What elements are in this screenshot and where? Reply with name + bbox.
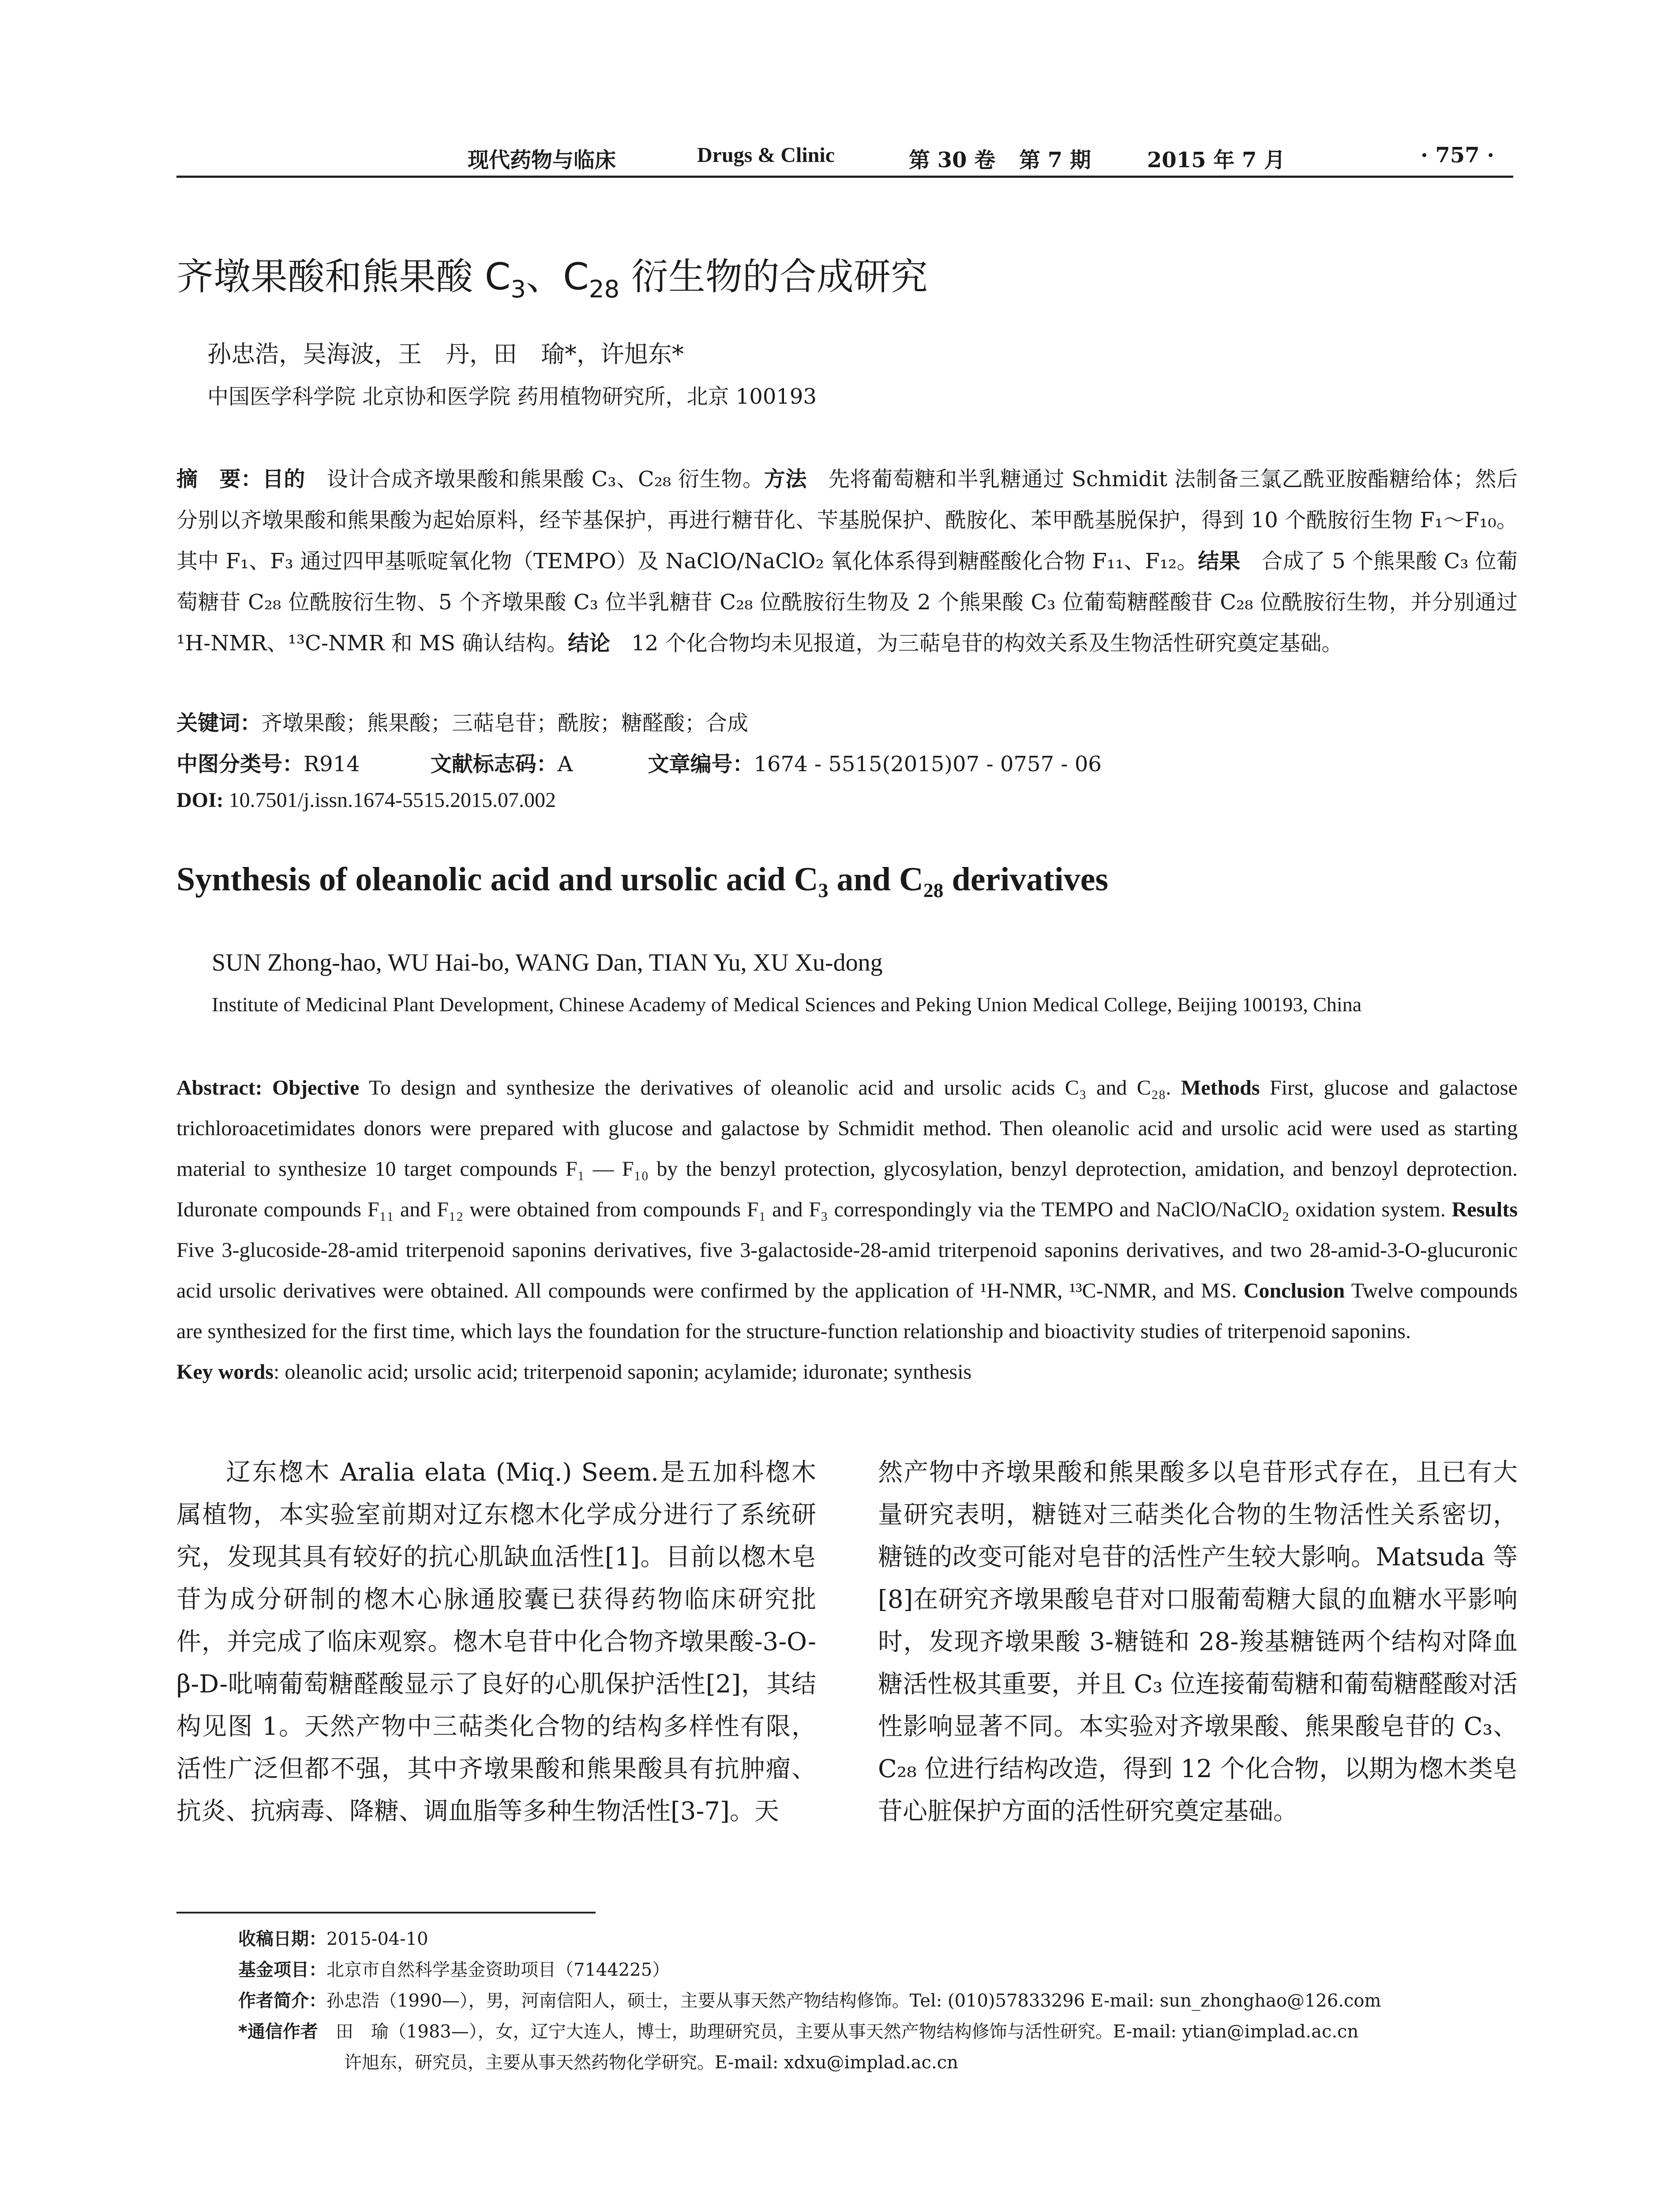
authors-cn: 孙忠浩，吴海波，王 丹，田 瑜*，许旭东*	[207, 340, 684, 368]
abstract-en: Abstract: Objective To design and synthesize the derivatives of oleanolic acid and ursolic acids C₃ and C₂₈. Methods First, glucose and galactose trichloroacetimidates donors were prepared with glucose and galactose by Schmidit method. Then oleanolic acid and ursolic acid were used as starting material to synthesize 10 target compounds F₁ — F₁₀ by the benzyl protection, glycosylation, benzyl deprotection, amidation, and benzoyl deprotection. Iduronate compounds F₁₁ and F₁₂ were obtained from compounds F₁ and F₃ correspondingly via the TEMPO and NaClO/NaClO₂ oxidation system. Results Five 3-glucoside-28-amid triterpenoid saponins derivatives, five 3-galactoside-28-amid triterpenoid saponins derivatives, and two 28-amid-3-O-glucuronic acid ursolic derivatives were obtained. All compounds were confirmed by the application of ¹H-NMR, ¹³C-NMR, and MS. Conclusion Twelve compounds are synthesized for the first time, which lays the foundation for the structure-function relationship and bioactivity studies of triterpenoid saponins. Key words: oleanolic acid; ursolic acid; triterpenoid saponin; acylamide; iduronate; synthesis	[176, 1076, 1518, 1384]
keywords-cn: 关键词：齐墩果酸；熊果酸；三萜皂苷；酰胺；糖醛酸；合成	[176, 711, 749, 735]
doi-line: DOI: 10.7501/j.issn.1674-5515.2015.07.002	[176, 788, 556, 812]
title-cn: 齐墩果酸和熊果酸 $C_3$、$C_{28}$ 衍生物的合成研究	[176, 255, 928, 303]
footnote-rule	[176, 1912, 596, 1913]
conclusion-text: 12 个化合物均未见报道，为三萜皂苷的构效关系及生物活性研究奠定基础。	[610, 631, 1343, 656]
journal-name-cn: 现代药物与临床	[468, 148, 616, 173]
running-header	[176, 140, 1513, 178]
issue-date: 2015 年 7 月	[1147, 148, 1286, 173]
journal-name-en: Drugs & Clinic	[697, 143, 835, 167]
methods-label: 方法	[764, 467, 807, 491]
affiliation-cn: 中国医学科学院 北京协和医学院 药用植物研究所，北京 100193	[207, 384, 817, 409]
footnotes	[238, 1924, 1518, 2078]
conclusion-label: 结论	[568, 631, 611, 656]
doi-value: 10.7501/j.issn.1674-5515.2015.07.002	[229, 788, 556, 812]
objective-text: 设计合成齐墩果酸和熊果酸 C₃、C₂₈ 衍生物。	[305, 467, 764, 491]
results-label: 结果	[1198, 549, 1241, 574]
affiliation-en: Institute of Medicinal Plant Development, Chinese Academy of Medical Sciences and Peking Union Medical College, Beijing 100193, China	[212, 993, 1362, 1016]
keywords-en: Key words: oleanolic acid; ursolic acid; triterpenoid saponin; acylamide; iduronate; synthesis	[176, 1360, 972, 1384]
footnote-funding: 基金项目：北京市自然科学基金资助项目（7144225）	[238, 1960, 670, 1980]
body-column-right: 然产物中齐墩果酸和熊果酸多以皂苷形式存在，且已有大量研究表明，糖链对三萜类化合物的生物活性关系密切，糖链的改变可能对皂苷的活性产生较大影响。Matsuda 等[8]在研究齐墩果酸皂苷对口服葡萄糖大鼠的血糖水平影响时，发现齐墩果酸 3-糖链和 28-羧基糖链两个结构对降血糖活性极其重要，并且 C₃ 位连接葡萄糖和葡萄糖醛酸对活性影响显著不同。本实验对齐墩果酸、熊果酸皂苷的 C₃、C₂₈ 位进行结构改造，得到 12 个化合物，以期为楤木类皂苷心脏保护方面的活性研究奠定基础。	[878, 1458, 1518, 1826]
title-en: Synthesis of oleanolic acid and ursolic acid C₃ and C₂₈ derivatives	[176, 861, 1109, 898]
footnote-corresponding-2: 许旭东，研究员，主要从事天然药物化学研究。E-mail: xdxu@implad.ac.cn	[344, 2052, 958, 2073]
methods-text: 先将葡萄糖和半乳糖通过 Schmidit 法制备三氯乙酰亚胺酯糖给体；然后分别以齐墩果酸和熊果酸为起始原料，经苄基保护，再进行糖苷化、苄基脱保护、酰胺化、苯甲酰基脱保护，得到 10 个酰胺衍生物 F₁～F₁₀。其中 F₁、F₃ 通过四甲基哌啶氧化物（TEMPO）及 NaClO/NaClO₂ 氧化体系得到糖醛酸化合物 F₁₁、F₁₂。	[176, 467, 1518, 574]
results-text: 合成了 5 个熊果酸 C₃ 位葡萄糖苷 C₂₈ 位酰胺衍生物、5 个齐墩果酸 C₃ 位半乳糖苷 C₂₈ 位酰胺衍生物及 2 个熊果酸 C₃ 位葡萄糖醛酸苷 C₂₈ 位酰胺衍生物，并分别通过 ¹H-NMR、¹³C-NMR 和 MS 确认结构。	[176, 549, 1518, 656]
body-column-left: 辽东楤木 Aralia elata (Miq.) Seem.是五加科楤木属植物，本实验室前期对辽东楤木化学成分进行了系统研究，发现其具有较好的抗心肌缺血活性[1]。目前以楤木皂苷为成分研制的楤木心脉通胶囊已获得药物临床研究批件，并完成了临床观察。楤木皂苷中化合物齐墩果酸-3-O-β-D-吡喃葡萄糖醛酸显示了良好的心肌保护活性[2]，其结构见图 1。天然产物中三萜类化合物的结构多样性有限，活性广泛但都不强，其中齐墩果酸和熊果酸具有抗肿瘤、抗炎、抗病毒、降糖、调血脂等多种生物活性[3-7]。天	[176, 1458, 816, 1826]
abstract-label: 摘 要：	[176, 467, 262, 491]
abstract-cn	[176, 459, 1518, 664]
authors-en: SUN Zhong-hao, WU Hai-bo, WANG Dan, TIAN Yu, XU Xu-dong	[212, 949, 883, 976]
volume: 第 30 卷	[909, 148, 996, 173]
classification-line: 中图分类号：R914 文献标志码：A 文章编号：1674 - 5515(2015)07 - 0757 - 06	[176, 752, 1102, 777]
objective-label: 目的	[262, 467, 306, 491]
footnote-corresponding: *通信作者 田 瑜（1983—），女，辽宁大连人，博士，助理研究员，主要从事天然产物结构修饰与活性研究。E-mail: ytian@implad.ac.cn	[238, 2022, 1359, 2042]
footnote-author-bio: 作者简介：孙忠浩（1990—），男，河南信阳人，硕士，主要从事天然产物结构修饰。Tel: (010)57833296 E-mail: sun_zhonghao@126.com	[238, 1991, 1381, 2011]
footnote-received: 收稿日期：2015-04-10	[238, 1929, 428, 1949]
page-number: · 757 ·	[1421, 143, 1495, 168]
issue: 第 7 期	[1019, 148, 1091, 173]
